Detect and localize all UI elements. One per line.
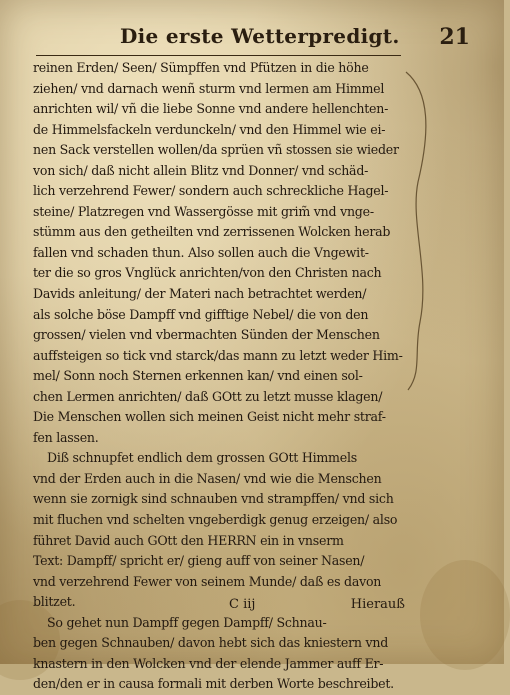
text-line: de Himmelsfackeln verdunckeln/ vnd den Himmel wie ei- <box>33 121 386 137</box>
text-line: anrichten wil/ vñ die liebe Sonne vnd andere hellenchten- <box>33 101 389 117</box>
text-line: auffsteigen so tick vnd starck/das mann zu letzt weder Him- <box>33 347 403 363</box>
text-line: mel/ Sonn noch Sternen erkennen kan/ vnd einen sol- <box>33 368 363 384</box>
text-line: ben gegen Schnauben/ davon hebt sich das kniestern vnd <box>33 635 389 651</box>
page-header <box>40 24 470 54</box>
text-line: chen Lermen anrichten/ daß GOtt zu letzt musse klagen/ <box>33 388 383 404</box>
text-line: knastern in den Wolcken vnd der elende Jammer auff Er- <box>33 655 384 671</box>
text-line: als solche böse Dampff vnd gifftige Nebel/ die von den <box>33 306 369 322</box>
page-footer <box>33 597 405 619</box>
signature-mark: C iij <box>229 597 256 612</box>
header-rule <box>36 55 401 56</box>
text-line: ter die so gros Vnglück anrichten/von den Christen nach <box>33 265 382 281</box>
text-line: grossen/ vielen vnd vbermachten Sünden der Menschen <box>33 327 380 343</box>
text-line: fen lassen. <box>33 429 99 445</box>
text-line: Text: Dampff/ spricht er/ gieng auff von seiner Nasen/ <box>33 553 365 569</box>
text-line: So gehet nun Dampff gegen Dampff/ Schnau- <box>47 614 327 630</box>
text-line: fallen vnd schaden thun. Also sollen auch die Vngewit- <box>33 244 369 260</box>
text-line: steine/ Platzregen vnd Wassergösse mit grim̃ vnd vnge- <box>33 203 374 219</box>
text-line: Davids anleitung/ der Materi nach betrachtet werden/ <box>33 286 367 302</box>
paper-stain <box>420 560 510 670</box>
text-line: Diß schnupfet endlich dem grossen GOtt Himmels <box>47 450 357 466</box>
text-line: von sich/ daß nicht allein Blitz vnd Donner/ vnd schäd- <box>33 162 369 178</box>
text-line: ziehen/ vnd darnach wenñ sturm vnd lermen am Himmel <box>33 80 385 96</box>
text-line: nen Sack verstellen wollen/da sprüen vñ stossen sie wieder <box>33 142 399 158</box>
text-line: wenn sie zornigk sind schnauben vnd strampffen/ vnd sich <box>33 491 394 507</box>
text-line: lich verzehrend Fewer/ sondern auch schreckliche Hagel- <box>33 183 389 199</box>
text-line: mit fluchen vnd schelten vngeberdigk genug erzeigen/ also <box>33 512 398 528</box>
text-line: den/den er in causa formali mit derben Worte beschreibet. <box>33 676 394 692</box>
margin-bracket-mark <box>400 72 440 392</box>
text-line: stümm aus den getheilten vnd zerrissenen Wolcken herab <box>33 224 391 240</box>
text-line: blitzet. <box>33 594 76 610</box>
text-line: vnd verzehrend Fewer von seinem Munde/ daß es davon <box>33 573 382 589</box>
text-line: Die Menschen wollen sich meinen Geist nicht mehr straf- <box>33 409 386 425</box>
page-number: 21 <box>439 24 470 50</box>
text-line: führet David auch GOtt den HERRN ein in vnserm <box>33 532 344 548</box>
catchword: Hierauß <box>350 597 405 612</box>
text-line: reinen Erden/ Seen/ Sümpffen vnd Pfützen in die höhe <box>33 60 369 75</box>
text-line: vnd der Erden auch in die Nasen/ vnd wie die Menschen <box>33 470 382 486</box>
running-title: Die erste Wetterpredigt. <box>120 24 400 48</box>
